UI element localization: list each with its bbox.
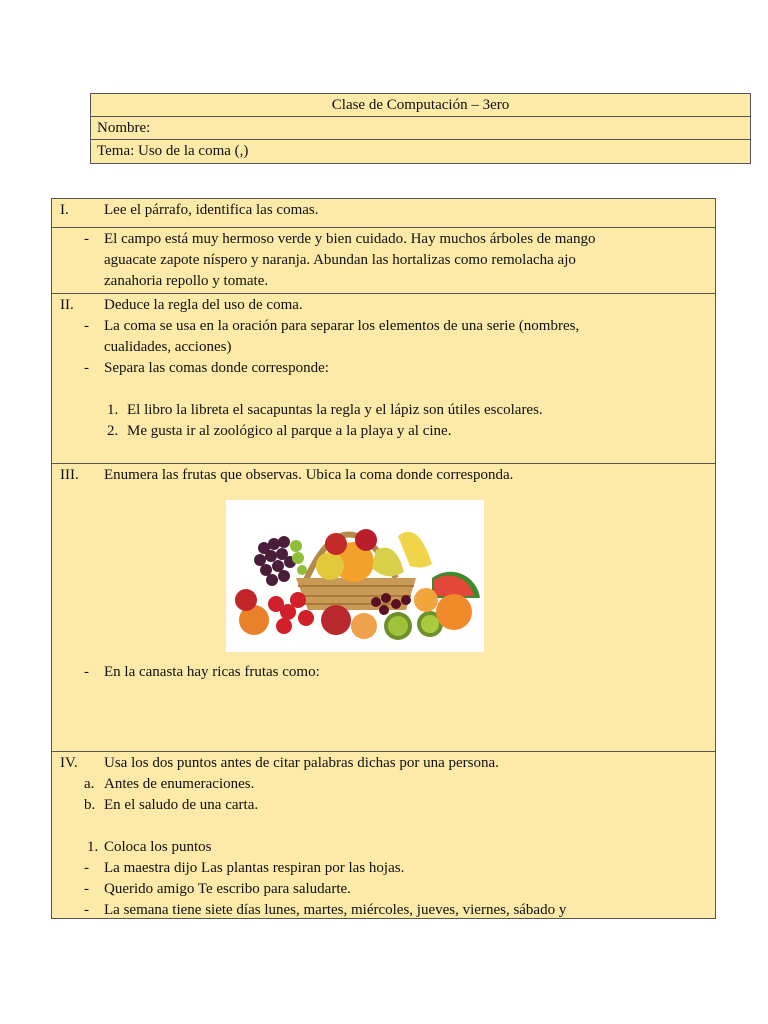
fruit-basket-image — [226, 500, 484, 652]
section-4 — [52, 752, 715, 918]
bullet-dash: - — [84, 860, 89, 876]
paragraph-line: zanahoria repollo y tomate. — [104, 273, 269, 289]
section-1-heading-row — [52, 199, 715, 228]
section-heading: Lee el párrafo, identifica las comas. — [104, 202, 319, 218]
item-letter: a. — [84, 776, 95, 792]
section-2 — [52, 294, 715, 464]
item-number: 1. — [87, 839, 99, 855]
bullet-dash: - — [84, 881, 89, 897]
bullet-dash: - — [84, 902, 89, 918]
name-field[interactable]: Nombre: — [91, 117, 750, 140]
fruit-prompt: En la canasta hay ricas frutas como: — [104, 664, 320, 680]
exercise-sentence: Querido amigo Te escribo para saludarte. — [104, 881, 351, 897]
instruction-line: Separa las comas donde corresponde: — [104, 360, 329, 376]
bullet-dash: - — [84, 231, 89, 247]
rule-line: cualidades, acciones) — [104, 339, 232, 355]
bullet-dash: - — [84, 318, 89, 334]
rule-line: La coma se usa en la oración para separar los elementos de una serie (nombres, — [104, 318, 580, 334]
exercise-title: Coloca los puntos — [104, 839, 212, 855]
worksheet-table — [51, 198, 716, 919]
section-1-paragraph-row — [52, 228, 715, 294]
item-letter: b. — [84, 797, 96, 813]
section-heading: Usa los dos puntos antes de citar palabras dichas por una persona. — [104, 755, 499, 771]
header-table — [90, 93, 751, 164]
paragraph-line: El campo está muy hermoso verde y bien cuidado. Hay muchos árboles de mango — [104, 231, 596, 247]
class-title: Clase de Computación – 3ero — [91, 94, 750, 117]
exercise-item: Me gusta ir al zoológico al parque a la playa y al cine. — [127, 423, 452, 439]
rule-item: Antes de enumeraciones. — [104, 776, 255, 792]
section-numeral: I. — [60, 202, 69, 218]
exercise-item: El libro la libreta el sacapuntas la regla y el lápiz son útiles escolares. — [127, 402, 543, 418]
item-number: 1. — [107, 402, 119, 418]
bullet-dash: - — [84, 664, 89, 680]
rule-item: En el saludo de una carta. — [104, 797, 259, 813]
item-number: 2. — [107, 423, 119, 439]
fruit-basket-illustration — [226, 500, 484, 652]
paragraph-line: aguacate zapote níspero y naranja. Abundan las hortalizas como remolacha ajo — [104, 252, 576, 268]
exercise-sentence: La semana tiene siete días lunes, martes, miércoles, jueves, viernes, sábado y — [104, 902, 567, 918]
section-numeral: II. — [60, 297, 74, 313]
bullet-dash: - — [84, 360, 89, 376]
section-numeral: IV. — [60, 755, 78, 771]
section-3 — [52, 464, 715, 752]
topic-line: Tema: Uso de la coma (,) — [97, 143, 249, 159]
section-numeral: III. — [60, 467, 79, 483]
section-heading: Enumera las frutas que observas. Ubica la coma donde corresponda. — [104, 467, 514, 483]
exercise-sentence: La maestra dijo Las plantas respiran por las hojas. — [104, 860, 405, 876]
section-heading: Deduce la regla del uso de coma. — [104, 297, 303, 313]
